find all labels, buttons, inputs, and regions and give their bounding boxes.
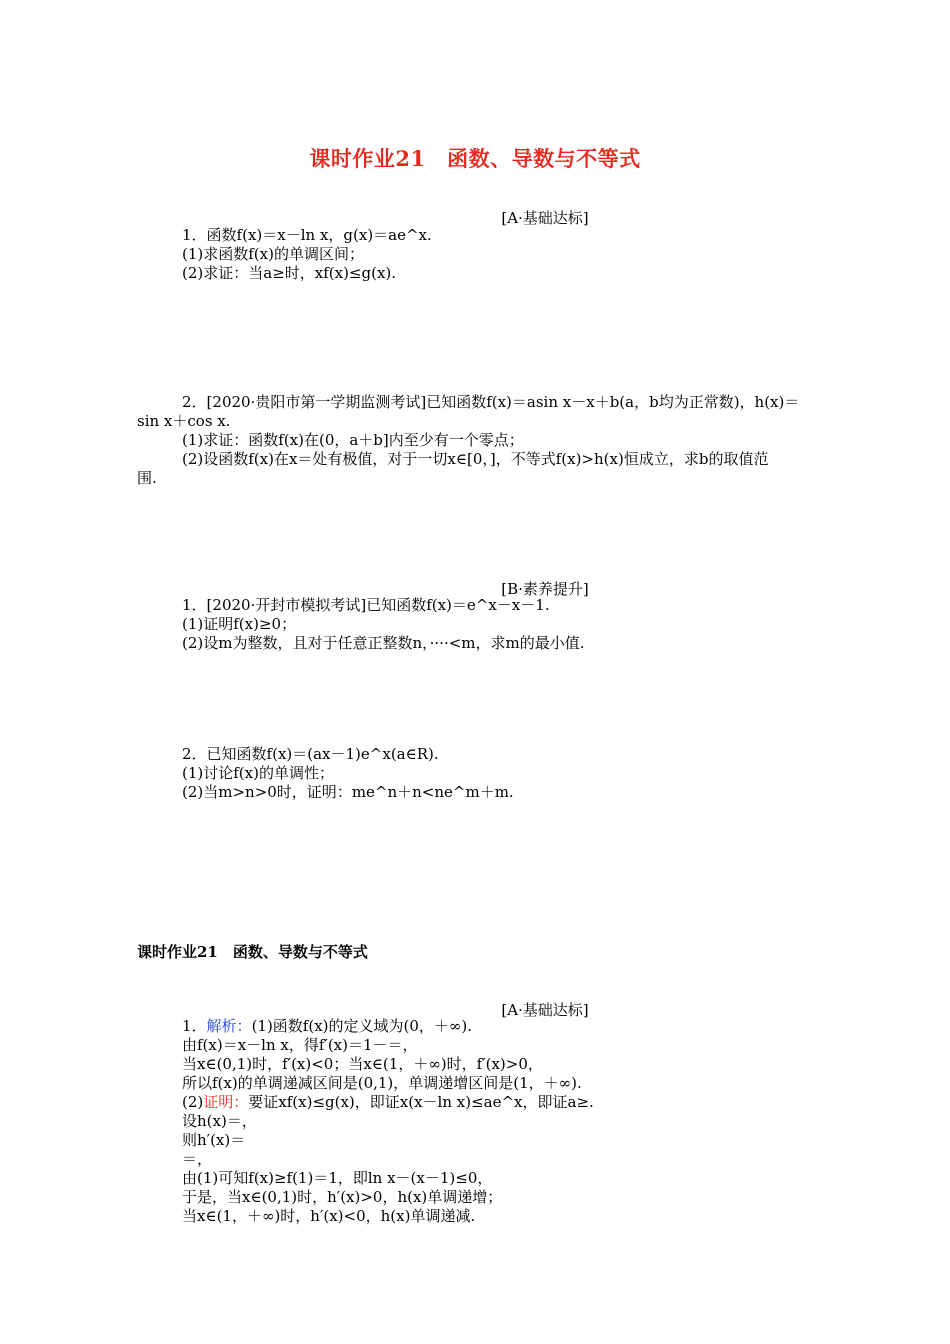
answer-line9: 由(1)可知f(x)≥f(1)＝1，即ln x－(x－1)≤0，: [182, 1169, 493, 1187]
jiexi-label: 解析：: [206, 1017, 252, 1035]
problem-b2-line2: (1)讨论f(x)的单调性；: [182, 764, 334, 782]
problem-a2-line3: (1)求证：函数f(x)在(0，a＋b]内至少有一个零点；: [182, 431, 524, 449]
problem-a2-line5: 围.: [137, 469, 157, 487]
section-b-heading: [B·素养提升]: [501, 580, 589, 598]
answer-line5: [182, 1093, 594, 1112]
answers-title: 课时作业21 函数、导数与不等式: [137, 943, 368, 961]
answer-line8: ＝，: [182, 1150, 213, 1168]
answer-part2-text: 要证xf(x)≤g(x)，即证x(x－ln x)≤ae^x，即证a≥.: [248, 1093, 594, 1111]
answer-line11: 当x∈(1，＋∞)时，h′(x)<0，h(x)单调递减.: [182, 1207, 476, 1225]
problem-b2-line1: 2．已知函数f(x)＝(ax－1)e^x(a∈R).: [182, 745, 439, 763]
answer-line3: 当x∈(0,1)时，f′(x)<0；当x∈(1，＋∞)时，f′(x)>0，: [182, 1055, 543, 1073]
answers-section-heading: [A·基础达标]: [501, 1001, 589, 1019]
answer-line1: [182, 1017, 472, 1036]
problem-b1-line3: (2)设m为整数，且对于任意正整数n，····<m，求m的最小值.: [182, 634, 585, 652]
page-title: 课时作业21 函数、导数与不等式: [309, 146, 641, 171]
problem-a1-line2: (1)求函数f(x)的单调区间；: [182, 245, 364, 263]
answer-line6: 设h(x)＝，: [182, 1112, 257, 1130]
answer-line4: 所以f(x)的单调递减区间是(0,1)，单调递增区间是(1，＋∞).: [182, 1074, 582, 1092]
problem-a1-line1: 1．函数f(x)＝x－ln x，g(x)＝ae^x.: [182, 226, 432, 244]
answer-line2: 由f(x)＝x－ln x，得f′(x)＝1－＝，: [182, 1036, 418, 1054]
section-a-heading: [A·基础达标]: [501, 209, 589, 227]
problem-b1-line2: (1)证明f(x)≥0；: [182, 615, 297, 633]
problem-b1-line1: 1．[2020·开封市模拟考试]已知函数f(x)＝e^x－x－1.: [182, 596, 550, 614]
answer-text: (1)函数f(x)的定义域为(0，＋∞).: [251, 1017, 473, 1035]
zhengming-label: 证明：: [203, 1093, 249, 1111]
problem-a2-line1: 2．[2020·贵阳市第一学期监测考试]已知函数f(x)＝asin x－x＋b(a，b均为正常数)，h(x)＝: [182, 393, 800, 411]
problem-a1-line3: (2)求证：当a≥时，xf(x)≤g(x).: [182, 264, 397, 282]
problem-a2-line4: (2)设函数f(x)在x＝处有极值，对于一切x∈[0，]，不等式f(x)>h(x)恒成立，求b的取值范: [182, 450, 769, 468]
problem-a2-line2: sin x＋cos x.: [137, 412, 231, 430]
problem-b2-line3: (2)当m>n>0时，证明：me^n＋n<ne^m＋m.: [182, 783, 514, 801]
answer-part2-prefix: (2): [182, 1093, 204, 1111]
answer-line7: 则h′(x)＝: [182, 1131, 246, 1149]
answer-number: 1．: [182, 1017, 207, 1035]
answer-line10: 于是，当x∈(0,1)时，h′(x)>0，h(x)单调递增；: [182, 1188, 503, 1206]
